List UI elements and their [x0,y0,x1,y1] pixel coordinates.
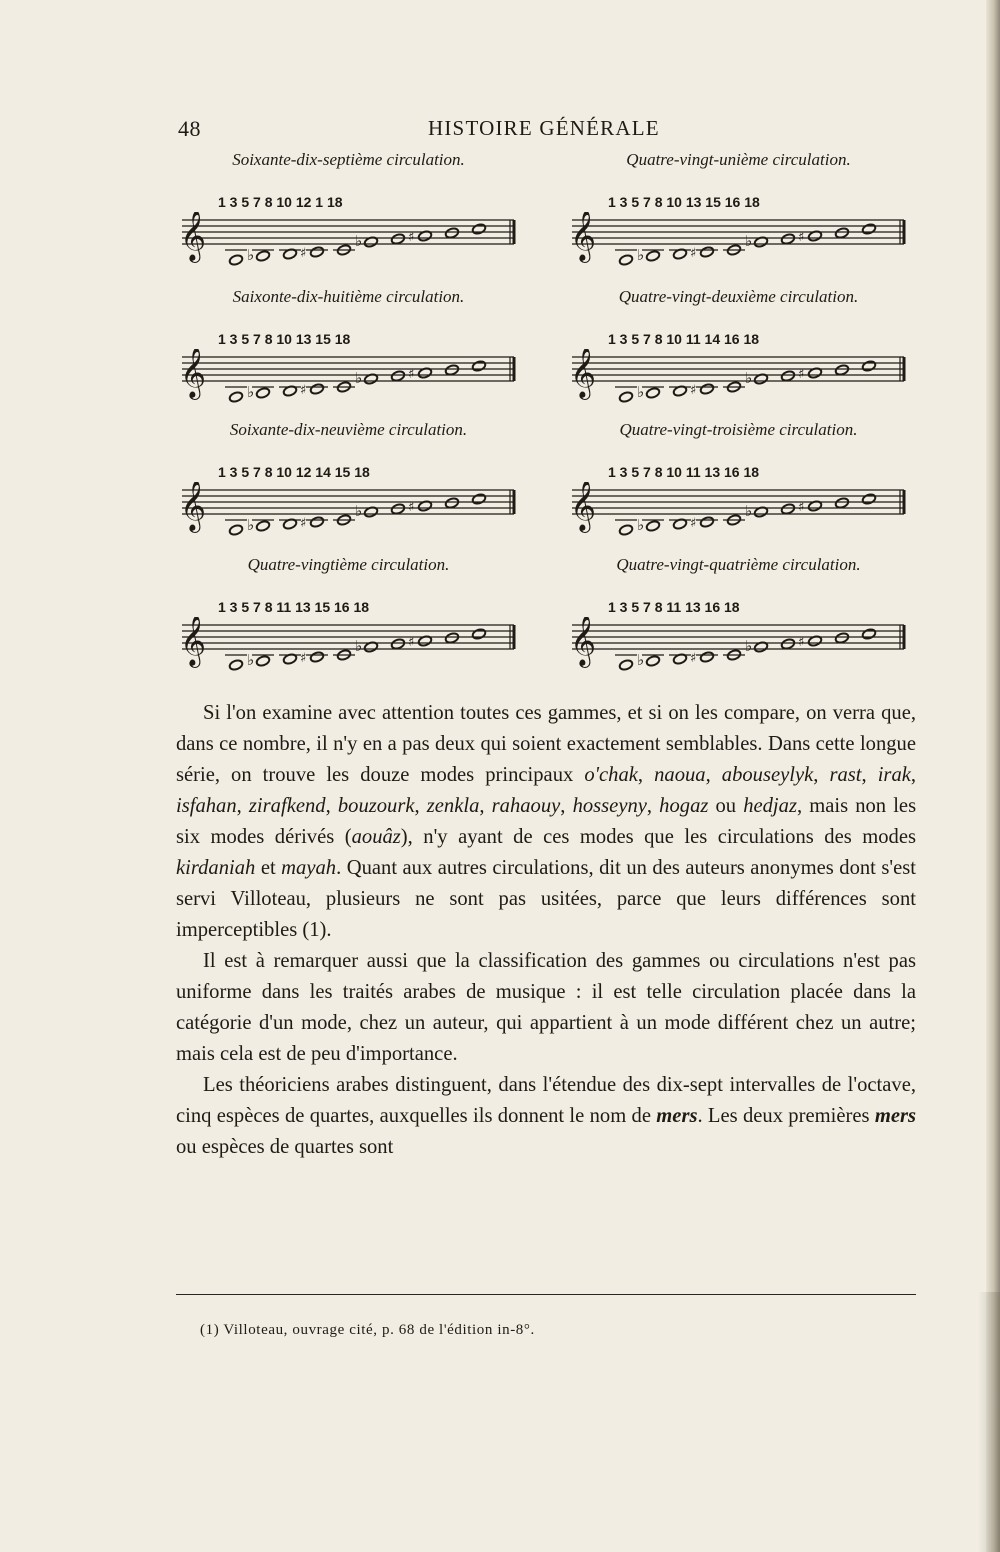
scale-numbers: 1 3 5 7 8 10 13 15 16 18 [608,194,760,210]
sharp-icon: ♯ [300,383,307,398]
treble-clef-icon: 𝄞 [570,212,597,261]
scale-caption: Quatre-vingtième circulation. [247,555,450,574]
note [699,651,714,663]
sharp-icon: ♯ [408,230,415,245]
note [471,628,486,640]
treble-clef-icon: 𝄞 [570,482,597,531]
text-run: Si l'on examine avec attention toutes ces gammes, et si on les compare, on verra que, dans ce nombre, il n'y en a pas deux qui soient exactement semblables. Dans cette longue série, on trouve les douze modes principaux [176,702,916,786]
scale-80 [176,555,521,687]
mode-name: bouzourk [337,795,415,817]
scale-examples [176,150,911,690]
note [645,250,660,262]
paragraph-2: Il est à remarquer aussi que la classification des gammes ou circulations n'est pas uniforme dans les traités arabes de musique : il est telle circulation placée dans la catégorie d'un mode, chez un auteur, qui appartient à un mode différent chez un autre; mais cela est de peu d'importance. [176,950,916,1065]
scale-caption: Soixante-dix-neuvième circulation. [229,420,468,439]
scale-numbers: 1 3 5 7 8 10 11 13 16 18 [608,464,760,480]
note [834,497,849,509]
page-header [178,116,918,146]
flat-icon: ♭ [247,516,255,534]
paragraph-1: Si l'on examine avec attention toutes ces gammes, et si on les compare, on verra que, dans ce nombre, il n'y en a pas deux qui soient exactement semblables. Dans cette longue série, on trouve les douze modes principaux o'chak, naoua, abouseylyk, rast, irak, isfahan, zirafkend, bouzourk, zenkla, rahaouy, hosseyny, hogaz ou hedjaz, mais non les six modes dérivés (aouâz), n'y ayant de ces modes que les circulations des modes kirdaniah et mayah. Quant aux autres circulations, dit un des auteurs anonymes dont s'est servi Villoteau, plusieurs ne sont pas usitées, parce que leurs différences sont imperceptibles (1). [176,702,917,941]
running-title: HISTOIRE GÉNÉRALE [428,116,660,140]
sharp-icon: ♯ [798,367,805,382]
scale-caption: Quatre-vingt-troisième circulation. [619,420,858,439]
note [699,383,714,395]
mode-name: hedjaz [743,795,797,817]
scale-84 [566,555,911,687]
scale-numbers: 1 3 5 7 8 10 11 14 16 18 [608,331,760,347]
page-corner-shadow [978,1292,1000,1552]
scale-82 [566,287,911,419]
note [645,655,660,667]
flat-icon: ♭ [247,651,255,669]
flat-icon: ♭ [745,637,753,655]
mode-name: rast [829,764,862,786]
flat-icon: ♭ [745,502,753,520]
page-number: 48 [178,116,201,141]
scale-numbers: 1 3 5 7 8 10 13 15 18 [218,331,351,347]
note [618,391,633,403]
note [861,628,876,640]
sharp-icon: ♯ [690,516,697,531]
term: mers [874,1105,916,1127]
mode-name: isfahan [176,795,237,817]
note [618,659,633,671]
footnote: (1) Villoteau, ouvrage cité, p. 68 de l'édition in-8°. [200,1322,535,1338]
scale-numbers: 1 3 5 7 8 11 13 16 18 [608,599,740,615]
term: mers [656,1105,698,1127]
mode-name: irak [877,764,911,786]
note [834,364,849,376]
treble-clef-icon: 𝄞 [570,617,597,666]
body-text [176,698,916,1163]
sharp-icon: ♯ [300,651,307,666]
flat-icon: ♭ [355,232,363,250]
text-run: ou espèces de quartes sont [176,1136,394,1158]
mode-name: zirafkend [248,795,326,817]
note [444,632,459,644]
flat-icon: ♭ [355,502,363,520]
sharp-icon: ♯ [300,246,307,261]
note [444,497,459,509]
flat-icon: ♭ [637,383,645,401]
note [861,360,876,372]
note [390,370,405,382]
scale-numbers: 1 3 5 7 8 11 13 15 16 18 [218,599,370,615]
treble-clef-icon: 𝄞 [180,349,207,398]
text-run: . Quant aux autres circulations, dit un des auteurs anonymes dont s'est servi Villoteau, plusieurs ne sont pas usitées, parce que leurs différences sont imperceptibles (1). [176,857,916,941]
paragraph-3 [176,1070,916,1163]
scale-caption: Soixante-dix-septième circulation. [232,150,465,169]
note [309,246,324,258]
sharp-icon: ♯ [798,500,805,515]
scale-79 [176,420,521,552]
music-staff [566,617,911,687]
treble-clef-icon: 𝄞 [180,482,207,531]
treble-clef-icon: 𝄞 [180,617,207,666]
sharp-icon: ♯ [408,635,415,650]
scale-81 [566,150,911,282]
note [228,254,243,266]
note [390,638,405,650]
note [618,254,633,266]
scale-numbers: 1 3 5 7 8 10 12 1 18 [218,194,343,210]
music-staff [176,212,521,282]
scale-77 [176,150,521,282]
text-run: et [255,857,282,879]
mode-name: mayah [281,857,337,879]
note [780,638,795,650]
flat-icon: ♭ [745,369,753,387]
note [780,503,795,515]
mode-name: zenkla [426,795,480,817]
note [699,246,714,258]
sharp-icon: ♯ [690,246,697,261]
note [834,227,849,239]
note [309,516,324,528]
mode-name: o'chak [584,764,638,786]
mode-name: hogaz [659,795,709,817]
flat-icon: ♭ [637,651,645,669]
note [309,383,324,395]
note [228,659,243,671]
flat-icon: ♭ [637,516,645,534]
flat-icon: ♭ [355,637,363,655]
flat-icon: ♭ [247,246,255,264]
mode-name: hosseyny [572,795,647,817]
note [471,493,486,505]
note [444,227,459,239]
scale-83 [566,420,911,552]
note [861,223,876,235]
treble-clef-icon: 𝄞 [570,349,597,398]
mode-name: abouseylyk [721,764,814,786]
text-run: , mais non les six modes dérivés ( [176,795,917,848]
note [861,493,876,505]
note [444,364,459,376]
sharp-icon: ♯ [690,651,697,666]
scale-caption: Quatre-vingt-deuxième circulation. [618,287,859,306]
note [309,651,324,663]
sharp-icon: ♯ [798,230,805,245]
flat-icon: ♭ [247,383,255,401]
scale-caption: Saixonte-dix-huitième circulation. [232,287,465,306]
note [471,223,486,235]
mode-name: naoua [654,764,706,786]
sharp-icon: ♯ [408,367,415,382]
music-staff [566,482,911,552]
note [255,387,270,399]
scale-caption: Quatre-vingt-unième circulation. [626,150,851,169]
footnote-rule [176,1294,916,1295]
note [390,503,405,515]
text-run: . Les deux premières [697,1105,875,1127]
note [471,360,486,372]
note [618,524,633,536]
mode-name: kirdaniah [176,857,256,879]
music-staff [176,617,521,687]
music-staff [566,212,911,282]
note [255,250,270,262]
sharp-icon: ♯ [408,500,415,515]
note [255,520,270,532]
note [780,233,795,245]
music-staff [176,482,521,552]
scale-78 [176,287,521,419]
note [645,520,660,532]
mode-name: rahaouy [491,795,561,817]
note [228,524,243,536]
text-run: ou [708,795,744,817]
note [834,632,849,644]
note [645,387,660,399]
flat-icon: ♭ [637,246,645,264]
scale-caption: Quatre-vingt-quatrième circulation. [616,555,861,574]
sharp-icon: ♯ [690,383,697,398]
note [699,516,714,528]
note [780,370,795,382]
music-staff [566,349,911,419]
note [390,233,405,245]
mode-name: aouâz [351,826,401,848]
sharp-icon: ♯ [798,635,805,650]
flat-icon: ♭ [355,369,363,387]
flat-icon: ♭ [745,232,753,250]
text-run: Les théoriciens arabes distinguent, dans l'étendue des dix-sept intervalles de l'octave, cinq espèces de quartes, auxquelles ils donnent le nom de [176,1074,916,1127]
note [228,391,243,403]
text-run: ), n'y ayant de ces modes que les circulations des modes [400,826,916,848]
scale-numbers: 1 3 5 7 8 10 12 14 15 18 [218,464,370,480]
music-staff [176,349,521,419]
treble-clef-icon: 𝄞 [180,212,207,261]
note [255,655,270,667]
sharp-icon: ♯ [300,516,307,531]
